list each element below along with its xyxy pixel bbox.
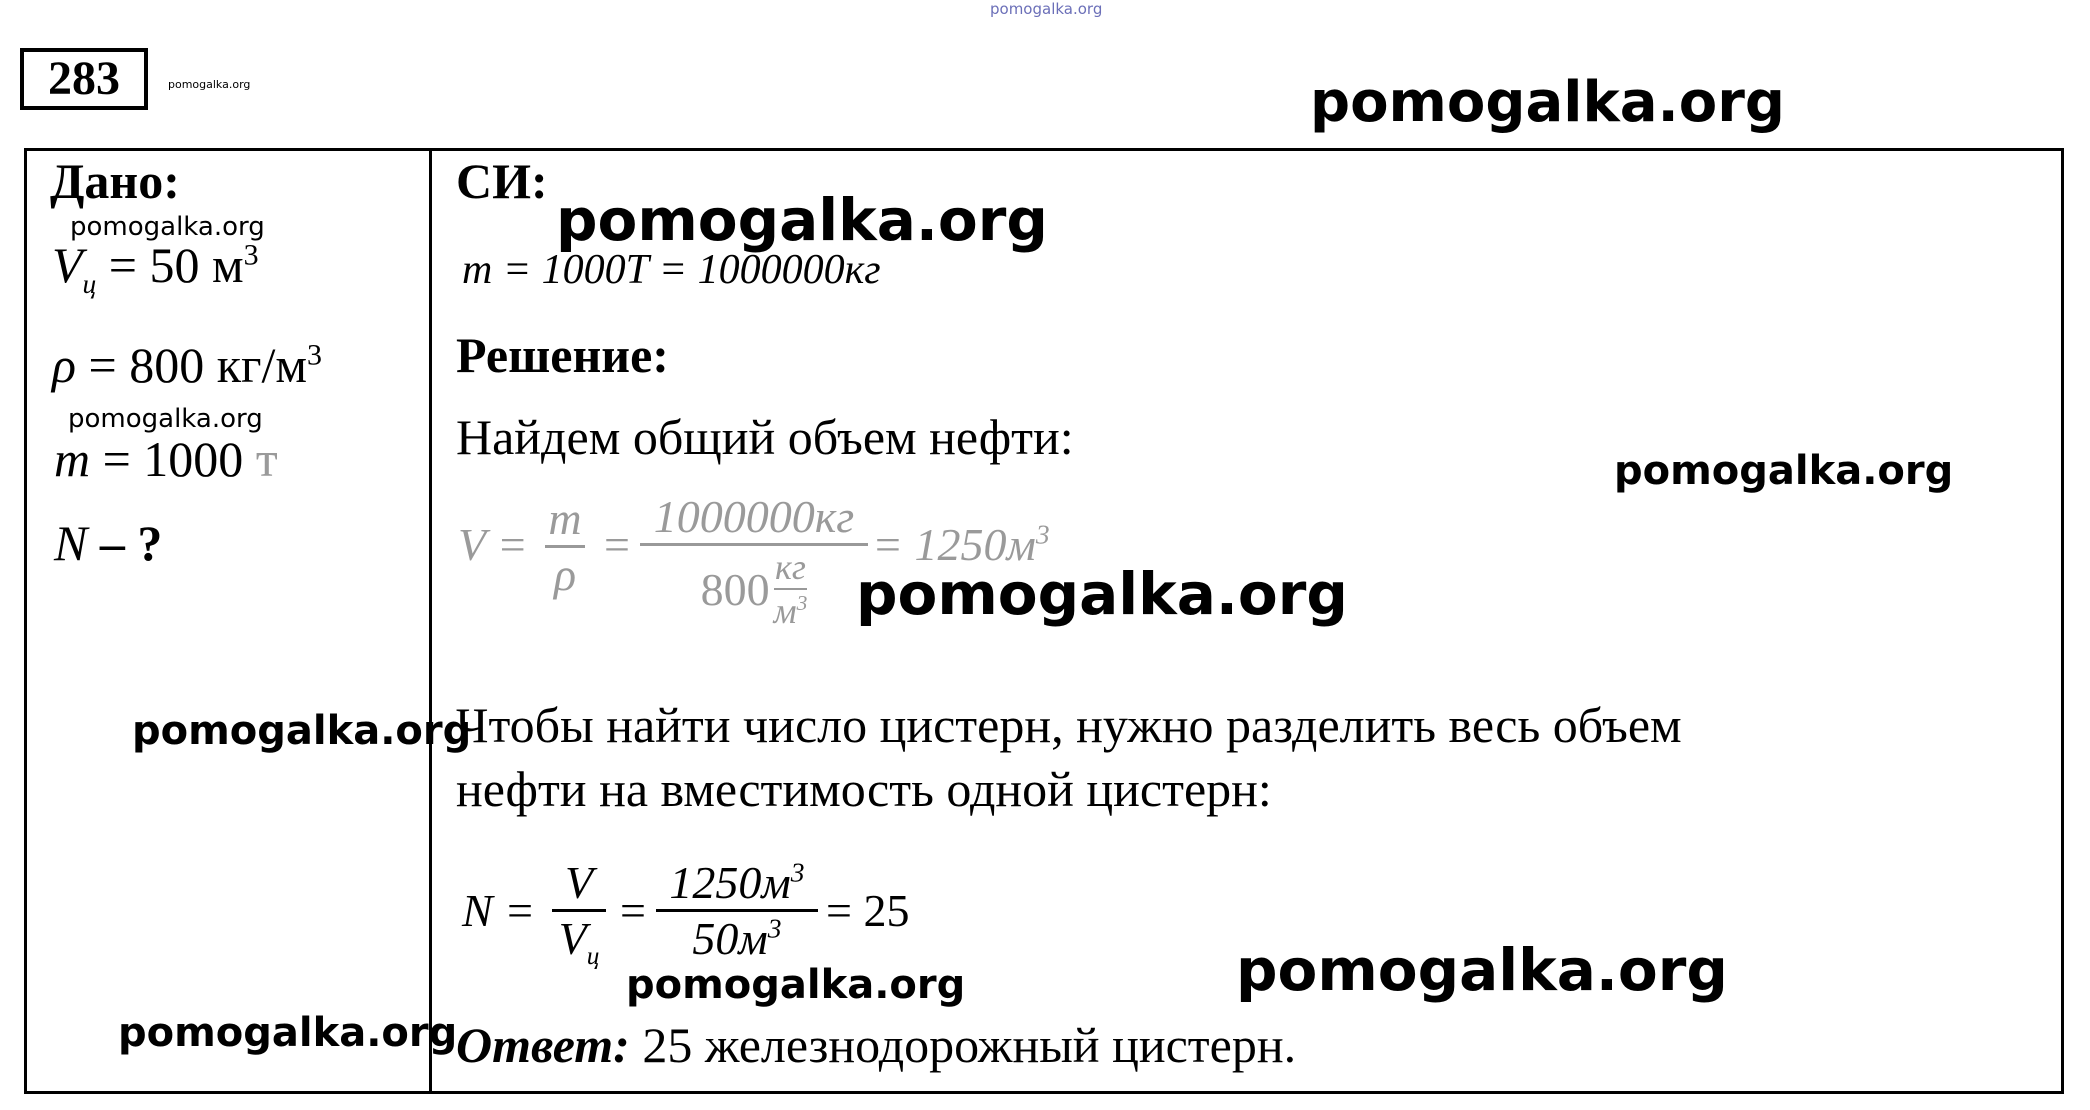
f2-fraction-v	[552, 856, 606, 971]
step2-line1: Чтобы найти число цистерн, нужно разделить весь объем	[456, 697, 1682, 753]
solution-heading: Решение:	[456, 327, 669, 383]
f2-lhs: N =	[462, 885, 536, 936]
given-heading: Дано:	[50, 153, 180, 209]
f2-result: = 25	[826, 885, 910, 936]
watermark-bottom-right: pomogalka.org	[1236, 936, 1728, 1004]
watermark-under-formula: pomogalka.org	[626, 962, 966, 1008]
f1-eq1: =	[604, 519, 630, 570]
f2-v: V	[564, 857, 594, 908]
f2-den-exp: 3	[767, 912, 782, 944]
f1-fraction-values	[640, 490, 868, 632]
f2-vc: V	[558, 913, 587, 964]
f1-den-num: 800	[700, 563, 770, 615]
f2-fraction-values	[656, 856, 818, 965]
watermark-formula: pomogalka.org	[856, 560, 1348, 628]
step1-text: Найдем общий объем нефти:	[456, 409, 1074, 465]
f1-m: m	[548, 493, 582, 544]
f1-result-value: = 1250м	[872, 519, 1036, 570]
f2-num: 1250м	[669, 857, 791, 908]
f1-den	[701, 546, 808, 632]
f2-eq1: =	[620, 885, 646, 936]
answer-label: Ответ:	[456, 1017, 630, 1073]
small-watermark: pomogalka.org	[168, 78, 251, 91]
top-watermark: pomogalka.org	[990, 0, 1103, 18]
f2-num-exp: 3	[790, 856, 805, 888]
v-symbol: V	[52, 237, 83, 293]
watermark-si: pomogalka.org	[556, 186, 1048, 254]
problem-number: 283	[20, 48, 148, 110]
f1-den-unit-exp: 3	[796, 591, 808, 615]
watermark-given-1: pomogalka.org	[70, 212, 265, 242]
m-symbol: m	[54, 431, 91, 487]
n-value: – ?	[99, 515, 163, 571]
given-unknown	[54, 514, 162, 572]
answer-text: 25 железнодорожный цистерн.	[642, 1017, 1297, 1073]
f1-rho: ρ	[553, 549, 577, 600]
given-density	[52, 336, 322, 394]
watermark-left-bottom: pomogalka.org	[118, 1010, 458, 1056]
f2-den-wrap	[692, 912, 781, 965]
f1-num: 1000000кг	[653, 491, 855, 542]
column-divider	[429, 148, 432, 1094]
answer	[456, 1016, 1296, 1074]
v-exp: 3	[243, 238, 259, 272]
si-heading: СИ:	[456, 153, 548, 209]
f2-den: 50м	[692, 913, 768, 964]
f1-lhs: V =	[458, 519, 528, 570]
f1-den-unit-bottom-wrap	[774, 590, 808, 632]
f1-den-unit-top: кг	[775, 547, 806, 587]
m-unit: т	[255, 431, 278, 487]
f1-den-unit	[774, 546, 808, 632]
f2-num-wrap	[669, 856, 804, 909]
f2-vc-sub: ц	[586, 942, 600, 971]
rho-exp: 3	[307, 338, 323, 372]
si-conversion: m = 1000T = 1000000кг	[462, 247, 881, 293]
f1-den-unit-bottom: м	[773, 591, 797, 631]
watermark-right-mid: pomogalka.org	[1614, 448, 1954, 494]
m-value: = 1000	[102, 431, 244, 487]
watermark-left-mid: pomogalka.org	[132, 708, 472, 754]
n-symbol: N	[54, 515, 88, 571]
v-sub: ц	[82, 268, 97, 299]
f1-fraction-m-rho	[545, 492, 585, 601]
v-value: = 50 м	[108, 237, 244, 293]
watermark-given-2: pomogalka.org	[68, 404, 263, 434]
rho-value: = 800 кг/м	[88, 337, 308, 393]
given-volume	[52, 236, 259, 300]
watermark-header: pomogalka.org	[1310, 70, 1785, 135]
given-mass	[54, 430, 278, 488]
f2-vc-wrap	[559, 912, 600, 971]
rho-symbol: ρ	[52, 337, 76, 393]
step2-line2: нефти на вместимость одной цистерн:	[456, 761, 1272, 817]
f1-result-exp: 3	[1035, 518, 1050, 550]
